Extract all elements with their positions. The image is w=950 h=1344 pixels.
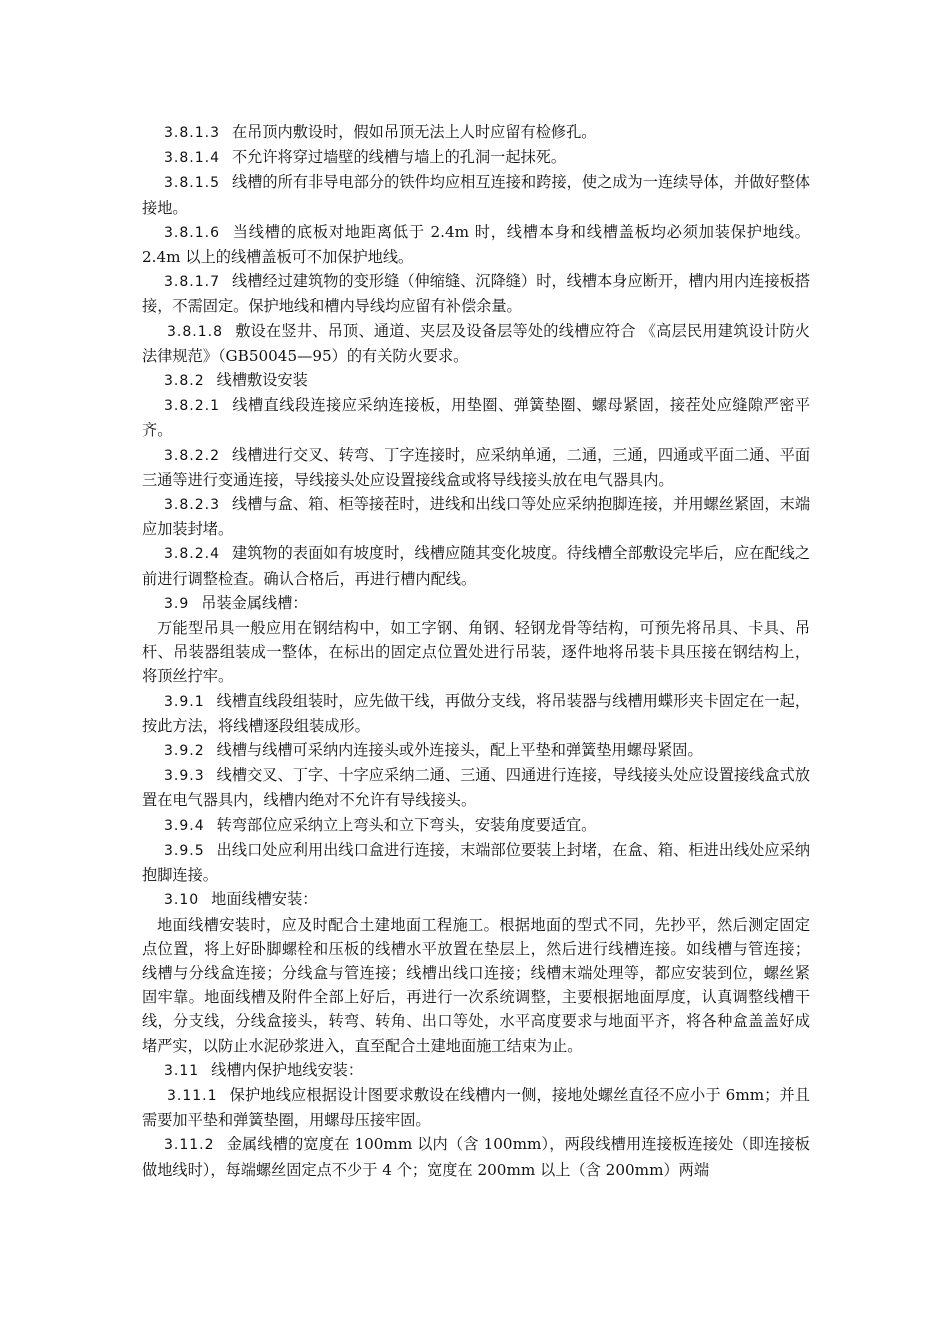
paragraph bbox=[142, 541, 810, 590]
paragraph bbox=[142, 838, 810, 887]
clause-number: 3.8.2.1 bbox=[164, 398, 220, 415]
clause-number: 3.8.1.3 bbox=[164, 125, 220, 141]
paragraph-text: 不允许将穿过墙壁的线槽与墙上的孔洞一起抹死。 bbox=[231, 148, 567, 167]
clause-number: 3.9.3 bbox=[164, 768, 205, 785]
section-heading bbox=[142, 368, 810, 393]
clause-number: 3.9.4 bbox=[164, 817, 205, 834]
paragraph-text: 保护地线应根据设计图要求敷设在线槽内一侧，接地处螺丝直径不应小于 6mm；并且需要加平垫和弹簧垫圈，用螺母压接牢固。 bbox=[142, 1085, 810, 1130]
paragraph-text: 万能型吊具一般应用在钢结构中，如工字钢、角钢、轻钢龙骨等结构，可预先将吊具、卡具、吊杆、吊装器组装成一整体，在标出的固定点位置处进行吊装，逐件地将吊装卡具压接在钢结构上，将顶丝拧牢。 bbox=[142, 619, 810, 686]
clause-number: 3.9.1 bbox=[164, 693, 205, 710]
clause-number: 3.8.1.4 bbox=[164, 150, 220, 167]
clause-number: 3.9.5 bbox=[164, 842, 205, 859]
clause-number: 3.11 bbox=[164, 1062, 200, 1079]
paragraph bbox=[142, 616, 810, 689]
paragraph-text: 线槽敷设安装 bbox=[216, 371, 308, 390]
paragraph-text: 线槽与线槽可采纳内连接头或外连接头，配上平垫和弹簧垫用螺母紧固。 bbox=[216, 741, 703, 760]
clause-number: 3.11.2 bbox=[164, 1137, 215, 1154]
document-body bbox=[142, 120, 810, 1182]
paragraph bbox=[142, 220, 810, 269]
paragraph bbox=[142, 319, 810, 368]
paragraph bbox=[142, 492, 810, 541]
clause-number: 3.8.1.7 bbox=[164, 274, 220, 291]
paragraph-text: 线槽交叉、丁字、十字应采纳二通、三通、四通进行连接，导线接头处应设置接线盒式放置在电气器具内，线槽内绝对不允许有导线接头。 bbox=[142, 766, 810, 810]
paragraph bbox=[142, 170, 810, 219]
paragraph-text: 出线口处应利用出线口盒进行连接，末端部位要装上封堵，在盒、箱、柜进出线处应采纳抱脚连接。 bbox=[142, 840, 810, 885]
clause-number: 3.10 bbox=[164, 892, 200, 909]
clause-number: 3.8.2 bbox=[164, 373, 205, 390]
clause-number: 3.8.2.2 bbox=[164, 447, 220, 464]
clause-number: 3.8.2.3 bbox=[164, 497, 220, 514]
paragraph-text: 地面线槽安装时，应及时配合土建地面工程施工。根据地面的型式不同，先抄平，然后测定固定点位置，将上好卧脚螺栓和压板的线槽水平放置在垫层上，然后进行线槽连接。如线槽与管连接；线槽与分线盒连接；分线盒与管连接；线槽出线口连接；线槽末端处理等，都应安装到位，螺丝紧固牢靠。地面线槽及附件全部上好后，再进行一次系统调整，主要根据地面厚度，认真调整线槽干线，分支线，分线盒接头，转弯、转角、出口等处，水平高度要求与地面平齐，将各种盒盖盖好成堵严实，以防止水泥砂浆进入，直至配合土建地面施工结束为止。 bbox=[142, 915, 810, 1055]
section-heading bbox=[142, 887, 810, 912]
paragraph bbox=[142, 443, 810, 492]
paragraph bbox=[142, 689, 810, 738]
paragraph-text: 在吊顶内敷设时，假如吊顶无法上人时应留有检修孔。 bbox=[231, 123, 597, 141]
paragraph-text: 线槽与盒、箱、柜等接茬时，进线和出线口等处应采纳抱脚连接，并用螺丝紧固，末端应加装封堵。 bbox=[142, 495, 810, 539]
clause-number: 3.8.1.5 bbox=[164, 175, 220, 192]
clause-number: 3.11.1 bbox=[167, 1087, 218, 1104]
paragraph-text: 敷设在竖井、吊顶、通道、夹层及设备层等处的线槽应符合 《高层民用建筑设计防火法律规范》（GB50045—95）的有关防火要求。 bbox=[142, 321, 810, 365]
paragraph-text: 线槽直线段连接应采纳连接板，用垫圈、弹簧垫圈、螺母紧固，接茬处应缝隙严密平齐。 bbox=[142, 396, 810, 440]
paragraph bbox=[142, 813, 810, 838]
paragraph bbox=[142, 913, 810, 1058]
paragraph bbox=[142, 393, 810, 442]
paragraph-text: 线槽的所有非导电部分的铁件均应相互连接和跨接，使之成为一连续导体，并做好整体接地。 bbox=[142, 173, 810, 217]
paragraph-text: 线槽内保护地线安装： bbox=[211, 1060, 364, 1079]
paragraph-text: 金属线槽的宽度在 100mm 以内（含 100mm），两段线槽用连接板连接处（即连接板做地线时），每端螺丝固定点不少于 4 个；宽度在 200mm 以上（含 200mm）两端 bbox=[142, 1135, 810, 1179]
paragraph-text: 线槽进行交叉、转弯、丁字连接时，应采纳单通，二通，三通，四通或平面二通、平面三通等进行变通连接，导线接头处应设置接线盒或将导线接头放在电气器具内。 bbox=[142, 445, 810, 489]
clause-number: 3.8.2.4 bbox=[164, 546, 220, 563]
clause-number: 3.9 bbox=[164, 595, 190, 612]
section-heading bbox=[142, 1058, 810, 1083]
paragraph-text: 线槽经过建筑物的变形缝（伸缩缝、沉降缝）时，线槽本身应断开，槽内用内连接板搭接，不需固定。保护地线和槽内导线均应留有补偿余量。 bbox=[142, 272, 810, 316]
clause-number: 3.9.2 bbox=[164, 743, 205, 760]
paragraph bbox=[142, 738, 810, 763]
paragraph-text: 转弯部位应采纳立上弯头和立下弯头，安装角度要适宜。 bbox=[216, 815, 597, 834]
paragraph-text: 当线槽的底板对地距离低于 2.4m 时，线槽本身和线槽盖板均必须加装保护地线。2.4m 以上的线槽盖板可不加保护地线。 bbox=[142, 222, 810, 267]
paragraph bbox=[142, 1132, 810, 1181]
section-heading bbox=[142, 591, 810, 616]
paragraph-text: 吊装金属线槽： bbox=[201, 593, 308, 612]
paragraph bbox=[142, 120, 810, 145]
paragraph bbox=[142, 1083, 810, 1132]
paragraph-text: 地面线槽安装： bbox=[211, 890, 318, 909]
paragraph bbox=[142, 763, 810, 812]
paragraph-text: 建筑物的表面如有坡度时，线槽应随其变化坡度。待线槽全部敷设完毕后，应在配线之前进行调整检查。确认合格后，再进行槽内配线。 bbox=[142, 544, 810, 588]
paragraph-text: 线槽直线段组装时，应先做干线，再做分支线，将吊装器与线槽用蝶形夹卡固定在一起，按此方法，将线槽逐段组装成形。 bbox=[142, 691, 810, 735]
paragraph bbox=[142, 145, 810, 170]
clause-number: 3.8.1.6 bbox=[164, 224, 220, 241]
clause-number: 3.8.1.8 bbox=[167, 323, 223, 340]
paragraph bbox=[142, 269, 810, 318]
